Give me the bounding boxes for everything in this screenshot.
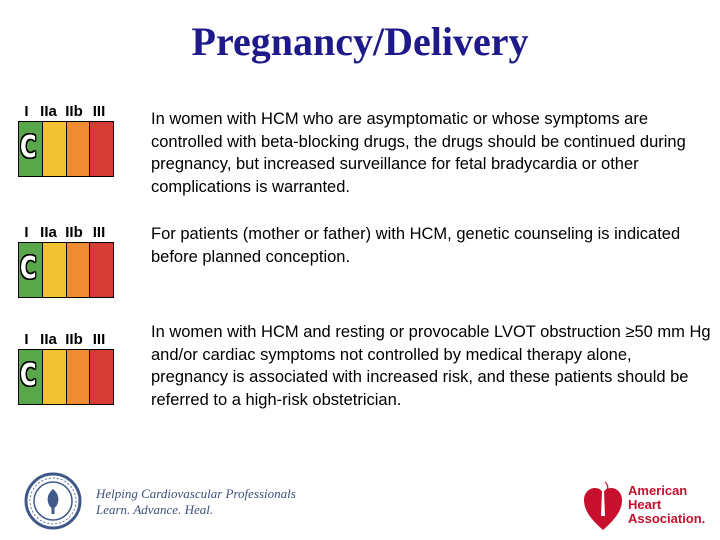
class-iib-bar <box>67 122 91 176</box>
class-bars <box>18 242 114 298</box>
aha-line-2: Heart <box>628 497 662 512</box>
class-iib-bar <box>67 243 91 297</box>
level-of-evidence: C <box>20 251 37 286</box>
level-of-evidence: C <box>20 358 37 393</box>
class-iia-bar <box>43 243 67 297</box>
class-iii-bar <box>90 122 113 176</box>
acc-tagline-line-2: Learn. Advance. Heal. <box>96 502 214 517</box>
class-iib-bar <box>67 350 91 404</box>
aha-wordmark <box>628 484 705 526</box>
level-of-evidence: C <box>20 130 37 165</box>
class-iii-bar <box>90 350 113 404</box>
class-label-iib: IIb <box>65 331 83 348</box>
class-labels <box>18 331 118 349</box>
class-label-iii: III <box>92 224 106 241</box>
recommendation-text-2: For patients (mother or father) with HCM, genetic counseling is indicated before planned conception. <box>151 225 681 266</box>
class-i-bar <box>19 122 43 176</box>
class-label-iii: III <box>92 103 106 120</box>
aha-line-1: American <box>628 483 688 498</box>
class-label-i: I <box>24 224 29 241</box>
class-indicator-2 <box>18 224 118 298</box>
class-labels <box>18 224 118 242</box>
class-label-i: I <box>24 331 29 348</box>
class-label-iib: IIb <box>65 224 83 241</box>
acc-tagline-line-1: Helping Cardiovascular Professionals <box>96 486 296 501</box>
aha-line-3: Association. <box>628 511 706 526</box>
footer <box>0 462 720 540</box>
class-iii-bar <box>90 243 113 297</box>
recommendation-text-1: In women with HCM who are asymptomatic or whose symptoms are controlled with beta-blocking drugs, the drugs should be continued during pregnancy, but increased surveillance for fetal bradycardia or other complications is warranted. <box>151 110 686 196</box>
class-indicator-1 <box>18 103 118 177</box>
page-title: Pregnancy/Delivery <box>191 19 529 64</box>
recommendation-text-3: In women with HCM and resting or provocable LVOT obstruction ≥50 mm Hg and/or cardiac symptoms not controlled by medical therapy alone, pregnancy is associated with increased risk, and these patients should be referred to a high-risk obstetrician. <box>151 323 711 409</box>
acc-tagline <box>96 486 296 518</box>
class-indicator-3 <box>18 331 118 405</box>
class-bars <box>18 349 114 405</box>
class-label-i: I <box>24 103 29 120</box>
class-label-iia: IIa <box>40 331 57 348</box>
class-label-iia: IIa <box>40 224 57 241</box>
class-iia-bar <box>43 122 67 176</box>
class-iia-bar <box>43 350 67 404</box>
heart-torch-icon <box>583 476 623 532</box>
class-i-bar <box>19 243 43 297</box>
class-label-iii: III <box>92 331 106 348</box>
class-labels <box>18 103 118 121</box>
class-label-iib: IIb <box>65 103 83 120</box>
class-bars <box>18 121 114 177</box>
class-label-iia: IIa <box>40 103 57 120</box>
class-i-bar <box>19 350 43 404</box>
acc-seal-icon <box>24 472 82 530</box>
